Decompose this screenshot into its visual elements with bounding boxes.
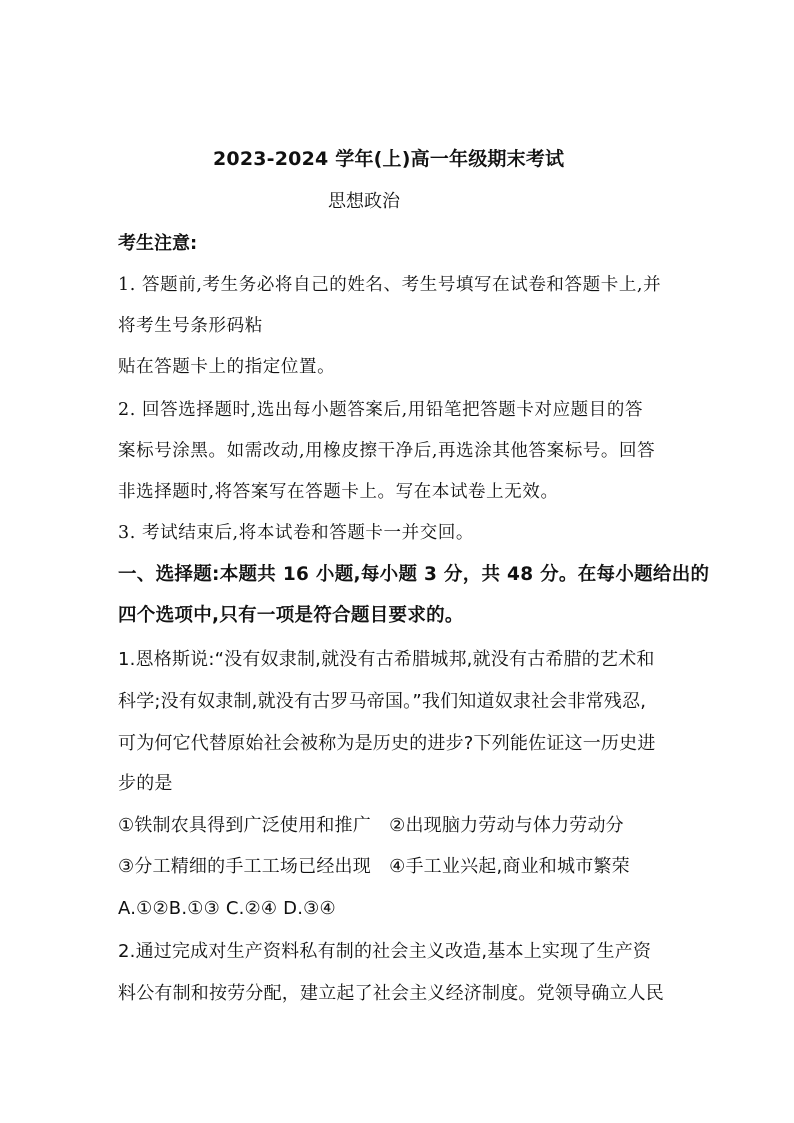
question-1-stem: 步的是	[118, 773, 173, 794]
notice-heading: 考生注意:	[118, 233, 198, 254]
question-1-choices: A.①②B.①③ C.②④ D.③④	[118, 898, 336, 919]
question-1-stem: 科学;没有奴隶制,就没有古罗马帝国。”我们知道奴隶社会非常残忍,	[118, 691, 647, 712]
section-heading: 四个选项中,只有一项是符合题目要求的。	[118, 605, 464, 626]
notice-line: 贴在答题卡上的指定位置。	[118, 357, 336, 377]
notice-line: 2. 回答选择题时,选出每小题答案后,用铅笔把答题卡对应题目的答	[118, 400, 644, 420]
question-1-stem: 可为何它代替原始社会被称为是历史的进步?下列能佐证这一历史进	[118, 733, 656, 754]
exam-subject: 思想政治	[328, 191, 400, 212]
notice-line: 将考生号条形码粘	[118, 316, 263, 336]
question-2-stem: 2.通过完成对生产资料私有制的社会主义改造,基本上实现了生产资	[118, 941, 652, 962]
section-heading: 一、选择题:本题共 16 小题,每小题 3 分，共 48 分。在每小题给出的	[118, 564, 710, 585]
notice-line: 非选择题时,将答案写在答题卡上。写在本试卷上无效。	[118, 482, 559, 502]
question-2-stem: 料公有制和按劳分配，建立起了社会主义经济制度。党领导确立人民	[118, 983, 664, 1004]
notice-line: 1. 答题前,考生务必将自己的姓名、考生号填写在试卷和答题卡上,并	[118, 275, 662, 295]
question-1-option: ③分工精细的手工工场已经出现 ④手工业兴起,商业和城市繁荣	[118, 856, 630, 877]
notice-line: 案标号涂黑。如需改动,用橡皮擦干净后,再选涂其他答案标号。回答	[118, 441, 656, 461]
question-1-stem: 1.恩格斯说:“没有奴隶制,就没有古希腊城邦,就没有古希腊的艺术和	[118, 649, 655, 670]
notice-line: 3. 考试结束后,将本试卷和答题卡一并交回。	[118, 523, 475, 543]
exam-title: 2023-2024 学年(上)高一年级期末考试	[213, 148, 565, 170]
question-1-option: ①铁制农具得到广泛使用和推广 ②出现脑力劳动与体力劳动分	[118, 815, 624, 836]
